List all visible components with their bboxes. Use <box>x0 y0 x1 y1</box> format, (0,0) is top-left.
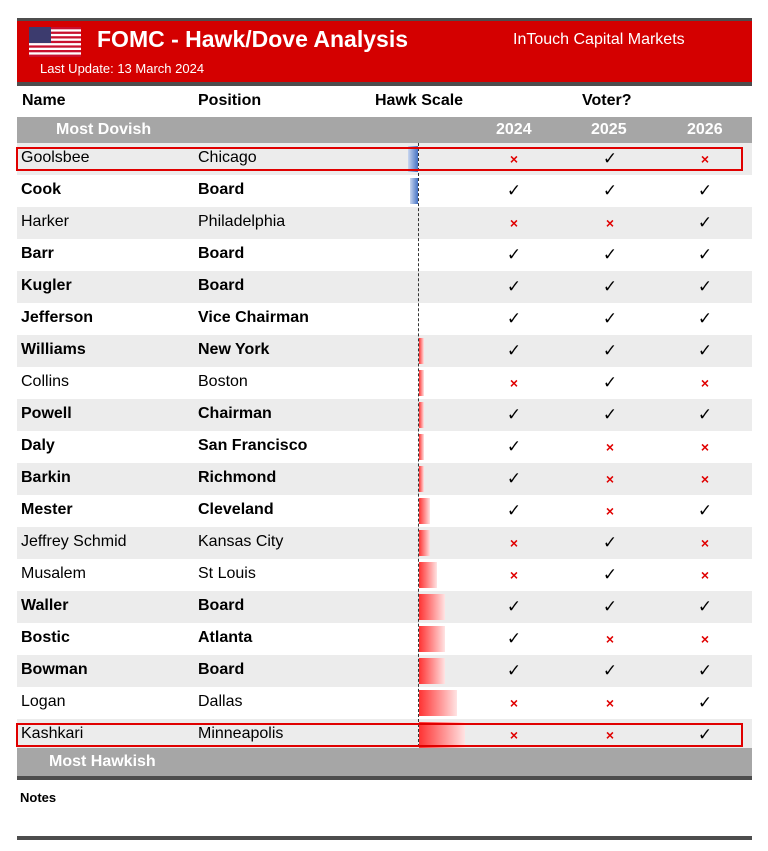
member-position: Cleveland <box>198 501 274 518</box>
table-row <box>17 239 752 271</box>
dovish-header-bar <box>17 117 752 143</box>
table-row <box>17 175 752 207</box>
check-icon: ✓ <box>602 373 618 392</box>
cross-icon: × <box>700 439 710 455</box>
most-dovish-label: Most Dovish <box>56 121 152 138</box>
member-position: Kansas City <box>198 533 284 550</box>
cross-icon: × <box>605 631 615 647</box>
hawk-scale-bar <box>419 690 457 716</box>
table-row <box>17 495 752 527</box>
check-icon: ✓ <box>697 277 713 296</box>
cross-icon: × <box>605 727 615 743</box>
cross-icon: × <box>509 151 519 167</box>
hawk-scale-bar <box>410 178 418 204</box>
cross-icon: × <box>605 695 615 711</box>
check-icon: ✓ <box>506 501 522 520</box>
member-position: Chairman <box>198 405 272 422</box>
member-name: Barkin <box>21 469 71 486</box>
member-position: Atlanta <box>198 629 253 646</box>
cross-icon: × <box>700 567 710 583</box>
hawk-scale-bar <box>419 498 430 524</box>
hawk-scale-bar <box>419 594 445 620</box>
check-icon: ✓ <box>602 341 618 360</box>
member-name: Musalem <box>21 565 86 582</box>
table-row <box>17 207 752 239</box>
cross-icon: × <box>509 567 519 583</box>
check-icon: ✓ <box>602 661 618 680</box>
member-name: Kashkari <box>21 725 84 742</box>
member-position: Philadelphia <box>198 213 286 230</box>
hawk-scale-bar <box>419 338 424 364</box>
table-row <box>17 655 752 687</box>
us-flag-icon <box>29 27 81 57</box>
cross-icon: × <box>605 471 615 487</box>
check-icon: ✓ <box>506 437 522 456</box>
check-icon: ✓ <box>697 661 713 680</box>
check-icon: ✓ <box>506 469 522 488</box>
check-icon: ✓ <box>602 181 618 200</box>
member-position: New York <box>198 341 270 358</box>
check-icon: ✓ <box>506 245 522 264</box>
check-icon: ✓ <box>506 277 522 296</box>
member-name: Harker <box>21 213 70 230</box>
cross-icon: × <box>509 535 519 551</box>
member-position: Board <box>198 181 245 198</box>
cross-icon: × <box>700 631 710 647</box>
hawk-scale-neutral-line <box>418 143 419 747</box>
check-icon: ✓ <box>602 597 618 616</box>
member-name: Mester <box>21 501 73 518</box>
member-name: Logan <box>21 693 66 710</box>
check-icon: ✓ <box>697 501 713 520</box>
column-header-position: Position <box>198 92 262 109</box>
table-row <box>17 431 752 463</box>
check-icon: ✓ <box>697 181 713 200</box>
year-2026: 2026 <box>687 121 723 138</box>
member-name: Barr <box>21 245 54 262</box>
highlight-box <box>16 723 743 747</box>
year-2024: 2024 <box>496 121 532 138</box>
member-position: Boston <box>198 373 248 390</box>
check-icon: ✓ <box>602 149 618 168</box>
member-name: Williams <box>21 341 86 358</box>
member-position: St Louis <box>198 565 256 582</box>
cross-icon: × <box>605 215 615 231</box>
member-name: Bowman <box>21 661 88 678</box>
header-banner <box>17 21 752 82</box>
check-icon: ✓ <box>506 341 522 360</box>
check-icon: ✓ <box>506 629 522 648</box>
hawk-scale-bar <box>419 562 437 588</box>
table-row <box>17 591 752 623</box>
member-position: Board <box>198 661 245 678</box>
member-name: Jefferson <box>21 309 94 326</box>
last-update: Last Update: 13 March 2024 <box>40 61 205 76</box>
check-icon: ✓ <box>697 597 713 616</box>
member-position: Board <box>198 245 245 262</box>
check-icon: ✓ <box>506 309 522 328</box>
column-header-hawk-scale: Hawk Scale <box>375 92 464 109</box>
check-icon: ✓ <box>697 341 713 360</box>
table-row <box>17 303 752 335</box>
cross-icon: × <box>700 375 710 391</box>
check-icon: ✓ <box>506 181 522 200</box>
member-name: Jeffrey Schmid <box>21 533 127 550</box>
cross-icon: × <box>605 503 615 519</box>
column-header-name: Name <box>22 92 66 109</box>
member-name: Collins <box>21 373 70 390</box>
check-icon: ✓ <box>697 309 713 328</box>
check-icon: ✓ <box>697 693 713 712</box>
table-row <box>17 527 752 559</box>
check-icon: ✓ <box>602 245 618 264</box>
check-icon: ✓ <box>506 661 522 680</box>
bottom-rule <box>17 836 752 840</box>
table-row <box>17 687 752 719</box>
member-name: Powell <box>21 405 72 422</box>
hawk-scale-bar <box>419 658 445 684</box>
check-icon: ✓ <box>506 597 522 616</box>
cross-icon: × <box>509 695 519 711</box>
cross-icon: × <box>700 471 710 487</box>
table-row <box>17 367 752 399</box>
check-icon: ✓ <box>697 213 713 232</box>
hawk-scale-bar <box>419 434 424 460</box>
member-name: Waller <box>21 597 69 614</box>
check-icon: ✓ <box>697 245 713 264</box>
column-header-voter: Voter? <box>582 92 632 109</box>
notes-label: Notes <box>20 790 57 805</box>
member-name: Goolsbee <box>21 149 90 166</box>
table-row <box>17 399 752 431</box>
hawk-scale-bar <box>419 530 430 556</box>
check-icon: ✓ <box>602 405 618 424</box>
member-position: Board <box>198 597 245 614</box>
highlight-box <box>16 147 743 171</box>
brand-name: InTouch Capital Markets <box>513 31 685 48</box>
hawk-scale-bar <box>419 626 445 652</box>
check-icon: ✓ <box>697 405 713 424</box>
table-row <box>17 623 752 655</box>
hawkish-footer-bar <box>17 748 752 776</box>
member-position: Richmond <box>198 469 277 486</box>
member-position: Minneapolis <box>198 725 284 742</box>
cross-icon: × <box>509 215 519 231</box>
member-name: Bostic <box>21 629 70 646</box>
most-hawkish-label: Most Hawkish <box>49 753 156 770</box>
check-icon: ✓ <box>602 533 618 552</box>
table-row <box>17 463 752 495</box>
member-position: Dallas <box>198 693 243 710</box>
member-position: Board <box>198 277 245 294</box>
page-title: FOMC - Hawk/Dove Analysis <box>97 26 409 52</box>
check-icon: ✓ <box>697 725 713 744</box>
table-row <box>17 335 752 367</box>
member-position: San Francisco <box>198 437 308 454</box>
cross-icon: × <box>700 151 710 167</box>
cross-icon: × <box>509 375 519 391</box>
hawk-scale-bar <box>419 402 424 428</box>
year-2025: 2025 <box>591 121 627 138</box>
check-icon: ✓ <box>602 277 618 296</box>
cross-icon: × <box>605 439 615 455</box>
table-row <box>17 559 752 591</box>
banner-rule <box>17 82 752 86</box>
member-name: Cook <box>21 181 61 198</box>
check-icon: ✓ <box>506 405 522 424</box>
member-position: Vice Chairman <box>198 309 309 326</box>
member-name: Daly <box>21 437 55 454</box>
check-icon: ✓ <box>602 565 618 584</box>
member-name: Kugler <box>21 277 72 294</box>
hawk-scale-bar <box>419 466 424 492</box>
hawk-scale-bar <box>419 370 424 396</box>
footer-rule <box>17 776 752 780</box>
table-row <box>17 271 752 303</box>
cross-icon: × <box>700 535 710 551</box>
member-position: Chicago <box>198 149 257 166</box>
cross-icon: × <box>509 727 519 743</box>
check-icon: ✓ <box>602 309 618 328</box>
